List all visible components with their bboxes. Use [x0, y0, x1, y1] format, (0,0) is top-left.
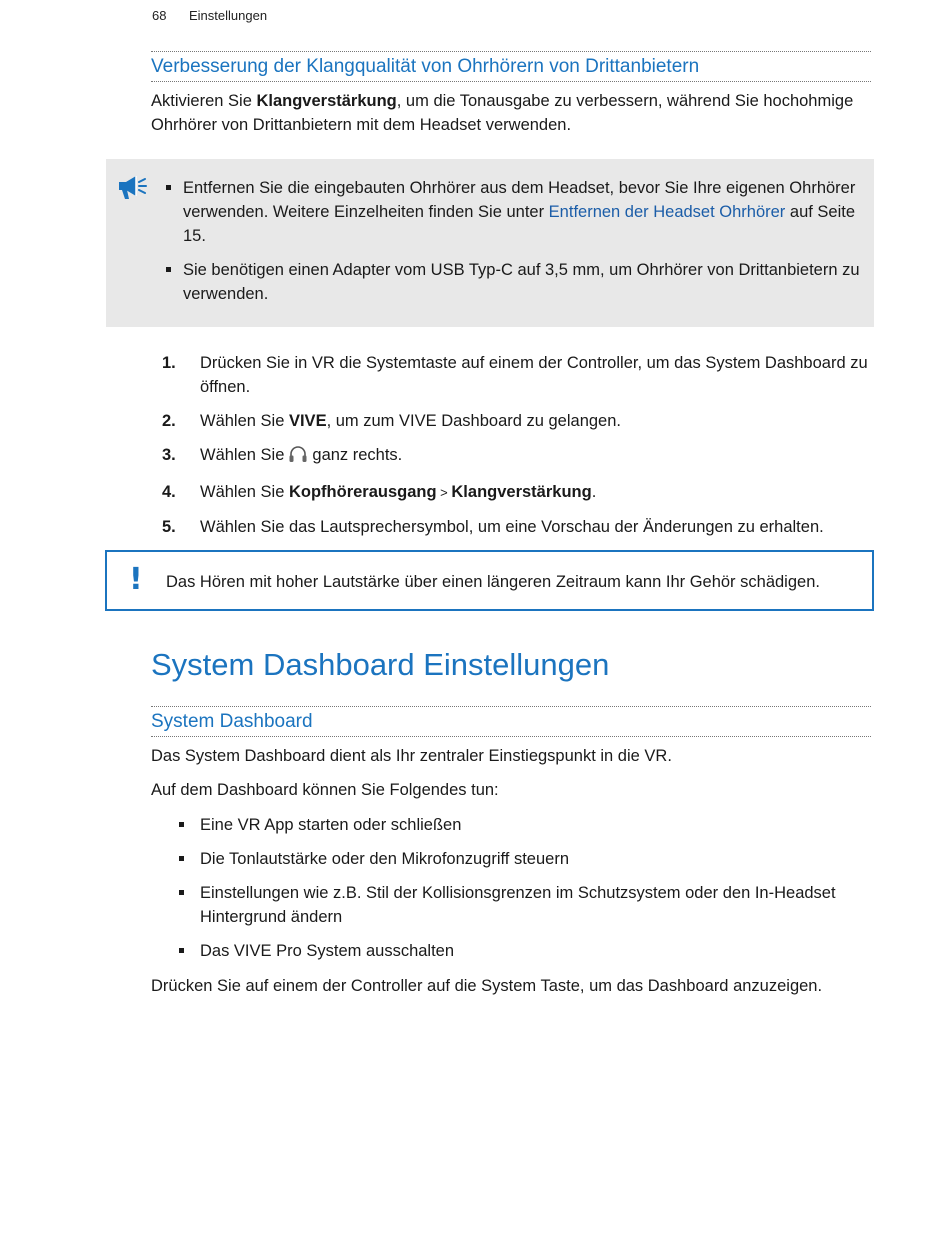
megaphone-icon: [116, 173, 148, 206]
dashboard-capabilities-intro: Auf dem Dashboard können Sie Folgendes tun:: [151, 781, 499, 799]
remove-earphones-link[interactable]: Entfernen der Headset Ohrhörer: [548, 203, 786, 221]
list-item-text: Die Tonlautstärke oder den Mikrofonzugriff steuern: [200, 850, 570, 868]
list-item-text: Das VIVE Pro System ausschalten: [200, 942, 455, 960]
headphones-icon: [288, 445, 308, 470]
dashboard-intro: Das System Dashboard dient als Ihr zentraler Einstiegspunkt in die VR.: [151, 747, 672, 765]
step-text: Drücken Sie in VR die Systemtaste auf einem der Controller, um das System Dashboard zu öffnen.: [200, 354, 868, 396]
warning-box: [105, 550, 874, 611]
bullet-marker: [166, 185, 171, 190]
section-name: Einstellungen: [189, 8, 268, 23]
step-item: [162, 351, 874, 399]
bullet-marker: [179, 948, 184, 953]
step-bold: Kopfhörerausgang: [288, 483, 437, 501]
note-item: [166, 258, 870, 306]
note-box: [106, 159, 874, 327]
intro-prefix: Aktivieren Sie: [151, 92, 257, 110]
step-number: 4.: [162, 483, 176, 501]
step-bold: Klangverstärkung: [451, 483, 592, 501]
intro-bold: Klangverstärkung: [256, 92, 397, 110]
exclamation-icon: !: [129, 562, 143, 597]
step-text: Wählen Sie: [200, 483, 289, 501]
section-heading-system-dashboard: System Dashboard: [151, 706, 871, 737]
note-list: [166, 176, 870, 316]
list-item: [177, 847, 877, 871]
warning-text: Das Hören mit hoher Lautstärke über einen längeren Zeitraum kann Ihr Gehör schädigen.: [166, 573, 820, 591]
list-item: [177, 813, 877, 837]
dashboard-capabilities-list: [177, 813, 877, 973]
intro-paragraph: [151, 89, 876, 137]
steps-list: [162, 351, 874, 549]
note-text-suffix: auf Seite 15.: [183, 203, 856, 245]
bullet-marker: [179, 890, 184, 895]
step-text: Wählen Sie das Lautsprechersymbol, um eine Vorschau der Änderungen zu erhalten.: [200, 518, 824, 536]
list-item: [177, 939, 877, 963]
note-text: Sie benötigen einen Adapter vom USB Typ-C auf 3,5 mm, um Ohrhörer von Drittanbietern zu verwenden.: [183, 261, 860, 303]
step-text: Wählen Sie: [200, 446, 285, 464]
step-separator: >: [436, 485, 452, 500]
step-item: [162, 409, 874, 433]
note-item: [166, 176, 870, 248]
note-text: Entfernen Sie die eingebauten Ohrhörer aus dem Headset, bevor Sie Ihre eigenen Ohrhörer verwenden. Weitere Einzelheiten finden Sie unter: [183, 179, 856, 221]
list-item-text: Einstellungen wie z.B. Stil der Kollisionsgrenzen im Schutzsystem oder den In-Headset Hintergrund ändern: [200, 884, 836, 926]
step-text-suffix: , um zum VIVE Dashboard zu gelangen.: [326, 412, 621, 430]
step-item: [162, 515, 874, 539]
step-text-suffix: .: [591, 483, 597, 501]
dashboard-instruction: Drücken Sie auf einem der Controller auf die System Taste, um das Dashboard anzuzeigen.: [151, 977, 823, 995]
page-number: 68: [152, 8, 167, 23]
intro-suffix: , um die Tonausgabe zu verbessern, während Sie hochohmige Ohrhörer von Drittanbietern mit dem Headset verwenden.: [151, 92, 854, 134]
step-item: [162, 480, 874, 505]
list-item: [177, 881, 877, 929]
step-text-suffix: ganz rechts.: [312, 446, 403, 464]
step-text: Wählen Sie: [200, 412, 289, 430]
bullet-marker: [179, 822, 184, 827]
step-number: 2.: [162, 412, 176, 430]
list-item-text: Eine VR App starten oder schließen: [200, 816, 462, 834]
chapter-title: System Dashboard Einstellungen: [151, 647, 610, 682]
bullet-marker: [179, 856, 184, 861]
step-number: 1.: [162, 354, 176, 372]
step-item: [162, 443, 874, 470]
bullet-marker: [166, 267, 171, 272]
page-header: [152, 8, 267, 23]
step-number: 5.: [162, 518, 176, 536]
step-number: 3.: [162, 446, 176, 464]
section-heading-sound-quality: Verbesserung der Klangqualität von Ohrhörern von Drittanbietern: [151, 51, 871, 82]
step-bold: VIVE: [288, 412, 327, 430]
